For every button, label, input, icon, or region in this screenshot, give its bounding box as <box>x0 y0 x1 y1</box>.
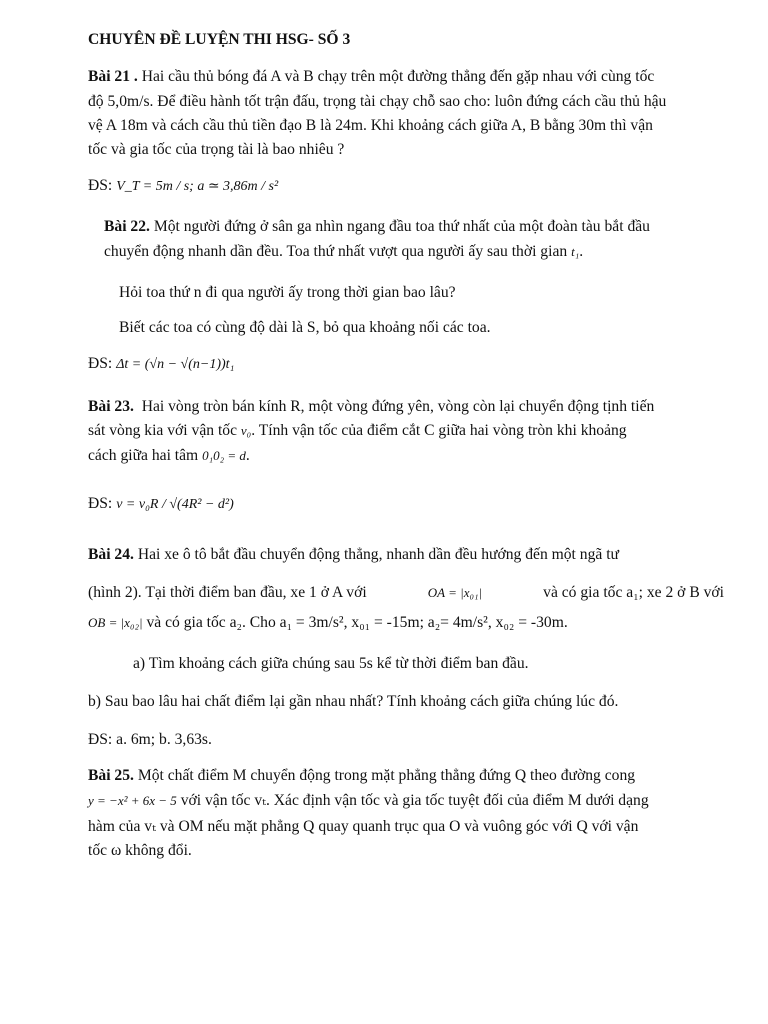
bai25-text-2b: với vận tốc vₜ. Xác định vận tốc và gia tốc tuyệt đối của điểm M dưới dạng <box>180 792 649 809</box>
bai22-label: Bài 22. <box>104 218 150 235</box>
bai24-var-ob: OB = |x₀₂| <box>88 615 143 630</box>
bai23-text-2a: sát vòng kia với vận tốc <box>88 422 237 439</box>
bai23-text-2b: . Tính vận tốc của điểm cắt C giữa hai vòng tròn khi khoảng <box>251 422 627 439</box>
bai21-answer <box>88 176 278 197</box>
bai21-line-3: vệ A 18m và cách cầu thủ tiền đạo B là 24m. Khi khoảng cách giữa A, B bằng 30m thì vận <box>88 117 653 134</box>
bai24-var-oa: OA = |x₀₁| <box>427 585 483 600</box>
bai21-line-2: độ 5,0m/s. Để điều hành tốt trận đấu, trọng tài chạy chỗ sao cho: luôn đứng cách cầu thủ hậu <box>88 93 667 110</box>
bai25-curve-equation: y = −x² + 6x − 5 <box>88 793 177 808</box>
bai24-text-1: Hai xe ô tô bắt đầu chuyển động thẳng, nhanh dần đều hướng đến một ngã tư <box>137 546 619 563</box>
bai24-text-3b: và có gia tốc a₂. Cho a₁ = 3m/s², x₀₁ = -15m; a₂= 4m/s², x₀₂ = -30m. <box>146 614 568 631</box>
bai25-line-1 <box>88 766 724 786</box>
bai23-var-v0: v₀ <box>240 423 252 438</box>
bai23-var-distance: 0₁0₂ = d <box>202 448 246 463</box>
bai22-line-1 <box>104 217 650 237</box>
bai24-line-3 <box>88 613 568 633</box>
bai24-question-b: b) Sau bao lâu hai chất điểm lại gần nhau nhất? Tính khoảng cách giữa chúng lúc đó. <box>88 693 619 710</box>
bai21-line-1 <box>88 67 724 87</box>
bai21-line-4: tốc và gia tốc của trọng tài là bao nhiêu ? <box>88 141 345 158</box>
bai25-text-1: Một chất điểm M chuyển động trong mặt phẳng thẳng đứng Q theo đường cong <box>137 767 636 784</box>
bai24-answer: ĐS: a. 6m; b. 3,63s. <box>88 731 212 748</box>
bai22-var-t1: t₁ <box>571 244 580 259</box>
bai23-text-1: Hai vòng tròn bán kính R, một vòng đứng yên, vòng còn lại chuyển động tịnh tiến <box>141 398 655 415</box>
bai24-text-2a: (hình 2). Tại thời điểm ban đầu, xe 1 ở A với <box>88 584 367 601</box>
bai24-label: Bài 24. <box>88 546 134 563</box>
page-title: CHUYÊN ĐỀ LUYỆN THI HSG- SỐ 3 <box>88 31 351 48</box>
bai23-answer <box>88 494 234 515</box>
bai22-answer-formula: Δt = (√n − √(n−1))t₁ <box>116 357 235 372</box>
bai21-label: Bài 21 . <box>88 68 138 85</box>
bai24-text-2b: và có gia tốc a₁; xe 2 ở B với <box>543 584 724 601</box>
bai23-line-3: cách giữa hai tâm 0₁0₂ = d. <box>88 447 250 464</box>
bai25-line-2 <box>88 791 649 811</box>
bai21-text-1: Hai cầu thủ bóng đá A và B chạy trên một đường thẳng đến gặp nhau với cùng tốc <box>141 68 655 85</box>
answer-label: ĐS: <box>88 495 113 512</box>
bai24-line-2 <box>88 583 724 603</box>
bai23-label: Bài 23. <box>88 398 134 415</box>
bai23-line-1 <box>88 397 724 417</box>
bai22-answer <box>88 354 234 375</box>
bai22-text-2: chuyển động nhanh dần đều. Toa thứ nhất vượt qua người ấy sau thời gian <box>104 243 568 260</box>
bai22-line-2: chuyển động nhanh dần đều. Toa thứ nhất vượt qua người ấy sau thời gian t₁. <box>104 243 584 260</box>
bai23-line-2 <box>88 421 627 441</box>
bai24-question-a: a) Tìm khoảng cách giữa chúng sau 5s kể từ thời điểm ban đầu. <box>133 655 529 672</box>
bai22-question-1: Hỏi toa thứ n đi qua người ấy trong thời gian bao lâu? <box>119 284 456 301</box>
bai25-line-4: tốc ω không đổi. <box>88 842 192 859</box>
bai22-question-2: Biết các toa có cùng độ dài là S, bỏ qua khoảng nối các toa. <box>119 319 491 336</box>
answer-label: ĐS: <box>88 177 113 194</box>
bai22-text-1: Một người đứng ở sân ga nhìn ngang đầu toa thứ nhất của một đoàn tàu bắt đầu <box>153 218 650 235</box>
bai24-line-1 <box>88 545 619 565</box>
bai21-answer-formula: V_T = 5m / s; a ≃ 3,86m / s² <box>116 179 279 194</box>
bai25-label: Bài 25. <box>88 767 134 784</box>
answer-label: ĐS: <box>88 355 113 372</box>
bai23-text-3a: cách giữa hai tâm <box>88 447 199 464</box>
bai23-answer-formula: v = v₀R / √(4R² − d²) <box>116 497 234 512</box>
bai25-line-3: hàm của vₜ và OM nếu mặt phẳng Q quay quanh trục qua O và vuông góc với Q với vận <box>88 818 639 835</box>
